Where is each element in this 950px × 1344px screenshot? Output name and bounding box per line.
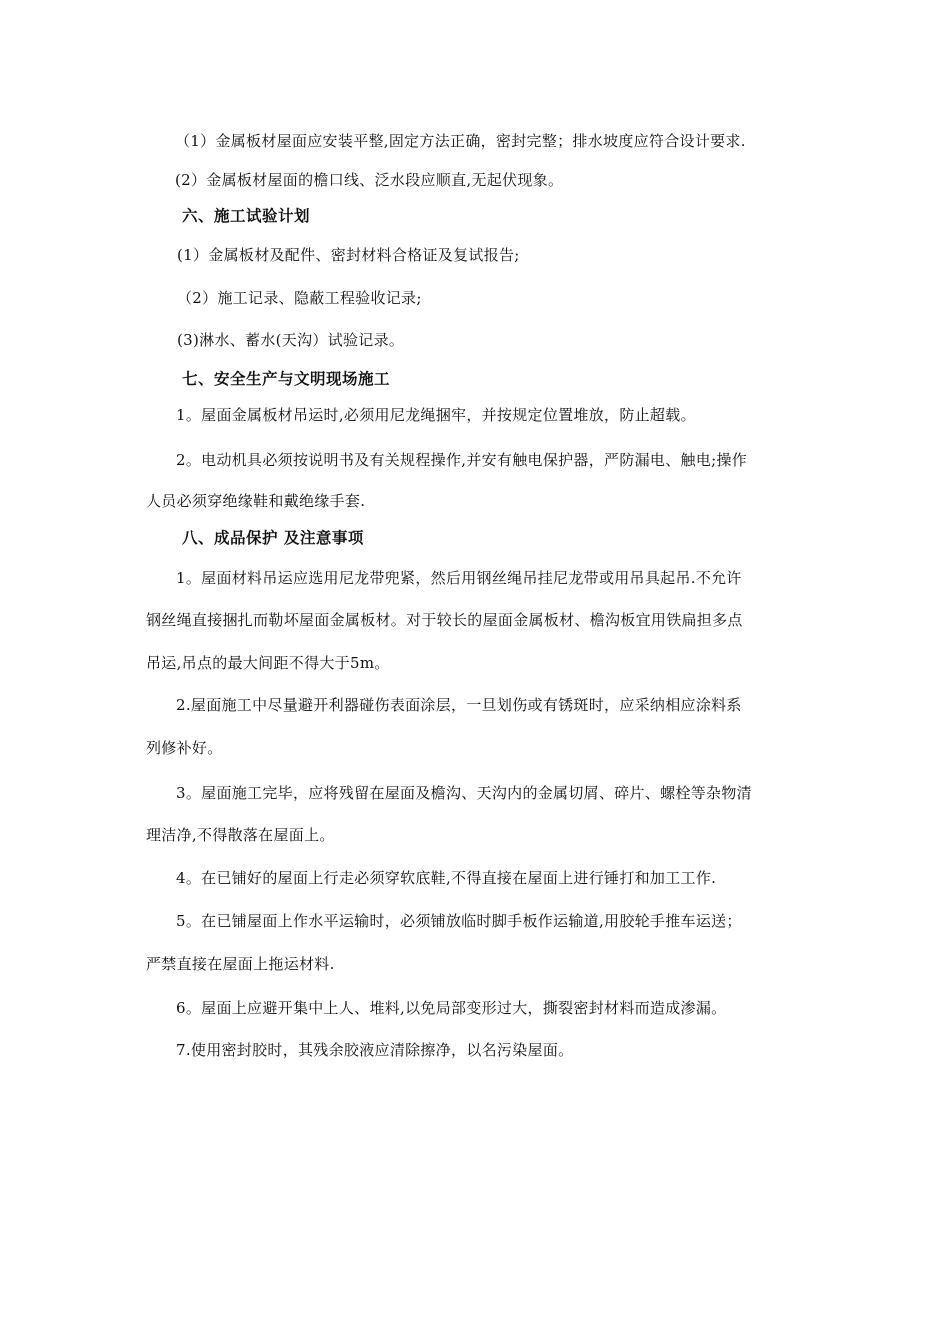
section-6-item-2: （2）施工记录、隐蔽工程验收记录;	[177, 289, 422, 307]
section-8-item-1-line-1: 1。屋面材料吊运应选用尼龙带兜紧，然后用钢丝绳吊挂尼龙带或用吊具起吊.不允许	[176, 569, 742, 587]
section-8-item-3-line-1: 3。屋面施工完毕，应将残留在屋面及檐沟、天沟内的金属切屑、碎片、螺栓等杂物清	[176, 784, 752, 802]
section-7-item-1: 1。屋面金属板材吊运时,必须用尼龙绳捆牢，并按规定位置堆放，防止超载。	[176, 406, 696, 424]
section-6-item-3: (3)淋水、蓄水(天沟）试验记录。	[177, 331, 405, 349]
section-8-item-1-line-2: 钢丝绳直接捆扎而勒坏屋面金属板材。对于较长的屋面金属板材、檐沟板宜用铁扁担多点	[146, 611, 743, 629]
section-7-item-2-line-1: 2。电动机具必须按说明书及有关规程操作,并安有触电保护器，严防漏电、触电;操作	[176, 451, 748, 469]
section-8-item-5-line-1: 5。在已铺屋面上作水平运输时，必须铺放临时脚手板作运输道,用胶轮手推车运送；	[176, 912, 742, 930]
section-8-heading: 八、成品保护 及注意事项	[182, 529, 364, 547]
section-8-item-4: 4。在已铺好的屋面上行走必须穿软底鞋,不得直接在屋面上进行锤打和加工工作.	[176, 869, 717, 887]
section-7-heading: 七、安全生产与文明现场施工	[182, 370, 391, 388]
section-8-item-6: 6。屋面上应避开集中上人、堆料,以免局部变形过大，撕裂密封材料而造成渗漏。	[176, 999, 727, 1017]
section-8-item-3-line-2: 理洁净,不得散落在屋面上。	[146, 826, 335, 844]
section-8-item-2-line-1: 2.屋面施工中尽量避开利器碰伤表面涂层，一旦划伤或有锈斑时，应采纳相应涂料系	[176, 696, 742, 714]
section-8-item-1-line-3: 吊运,吊点的最大间距不得大于5m。	[146, 654, 390, 672]
quality-item-2: (2）金属板材屋面的檐口线、泛水段应顺直,无起伏现象。	[175, 171, 564, 189]
section-6-item-1: (1）金属板材及配件、密封材料合格证及复试报告;	[177, 246, 520, 264]
section-8-item-7: 7.使用密封胶时，其残余胶液应清除擦净，以名污染屋面。	[176, 1041, 574, 1059]
section-8-item-2-line-2: 列修补好。	[146, 739, 223, 757]
section-7-item-2-line-2: 人员必须穿绝缘鞋和戴绝缘手套.	[146, 492, 366, 510]
section-8-item-5-line-2: 严禁直接在屋面上拖运材料.	[146, 955, 335, 973]
quality-item-1: （1）金属板材屋面应安装平整,固定方法正确，密封完整；排水坡度应符合设计要求.	[175, 132, 746, 150]
section-6-heading: 六、施工试验计划	[182, 207, 311, 225]
